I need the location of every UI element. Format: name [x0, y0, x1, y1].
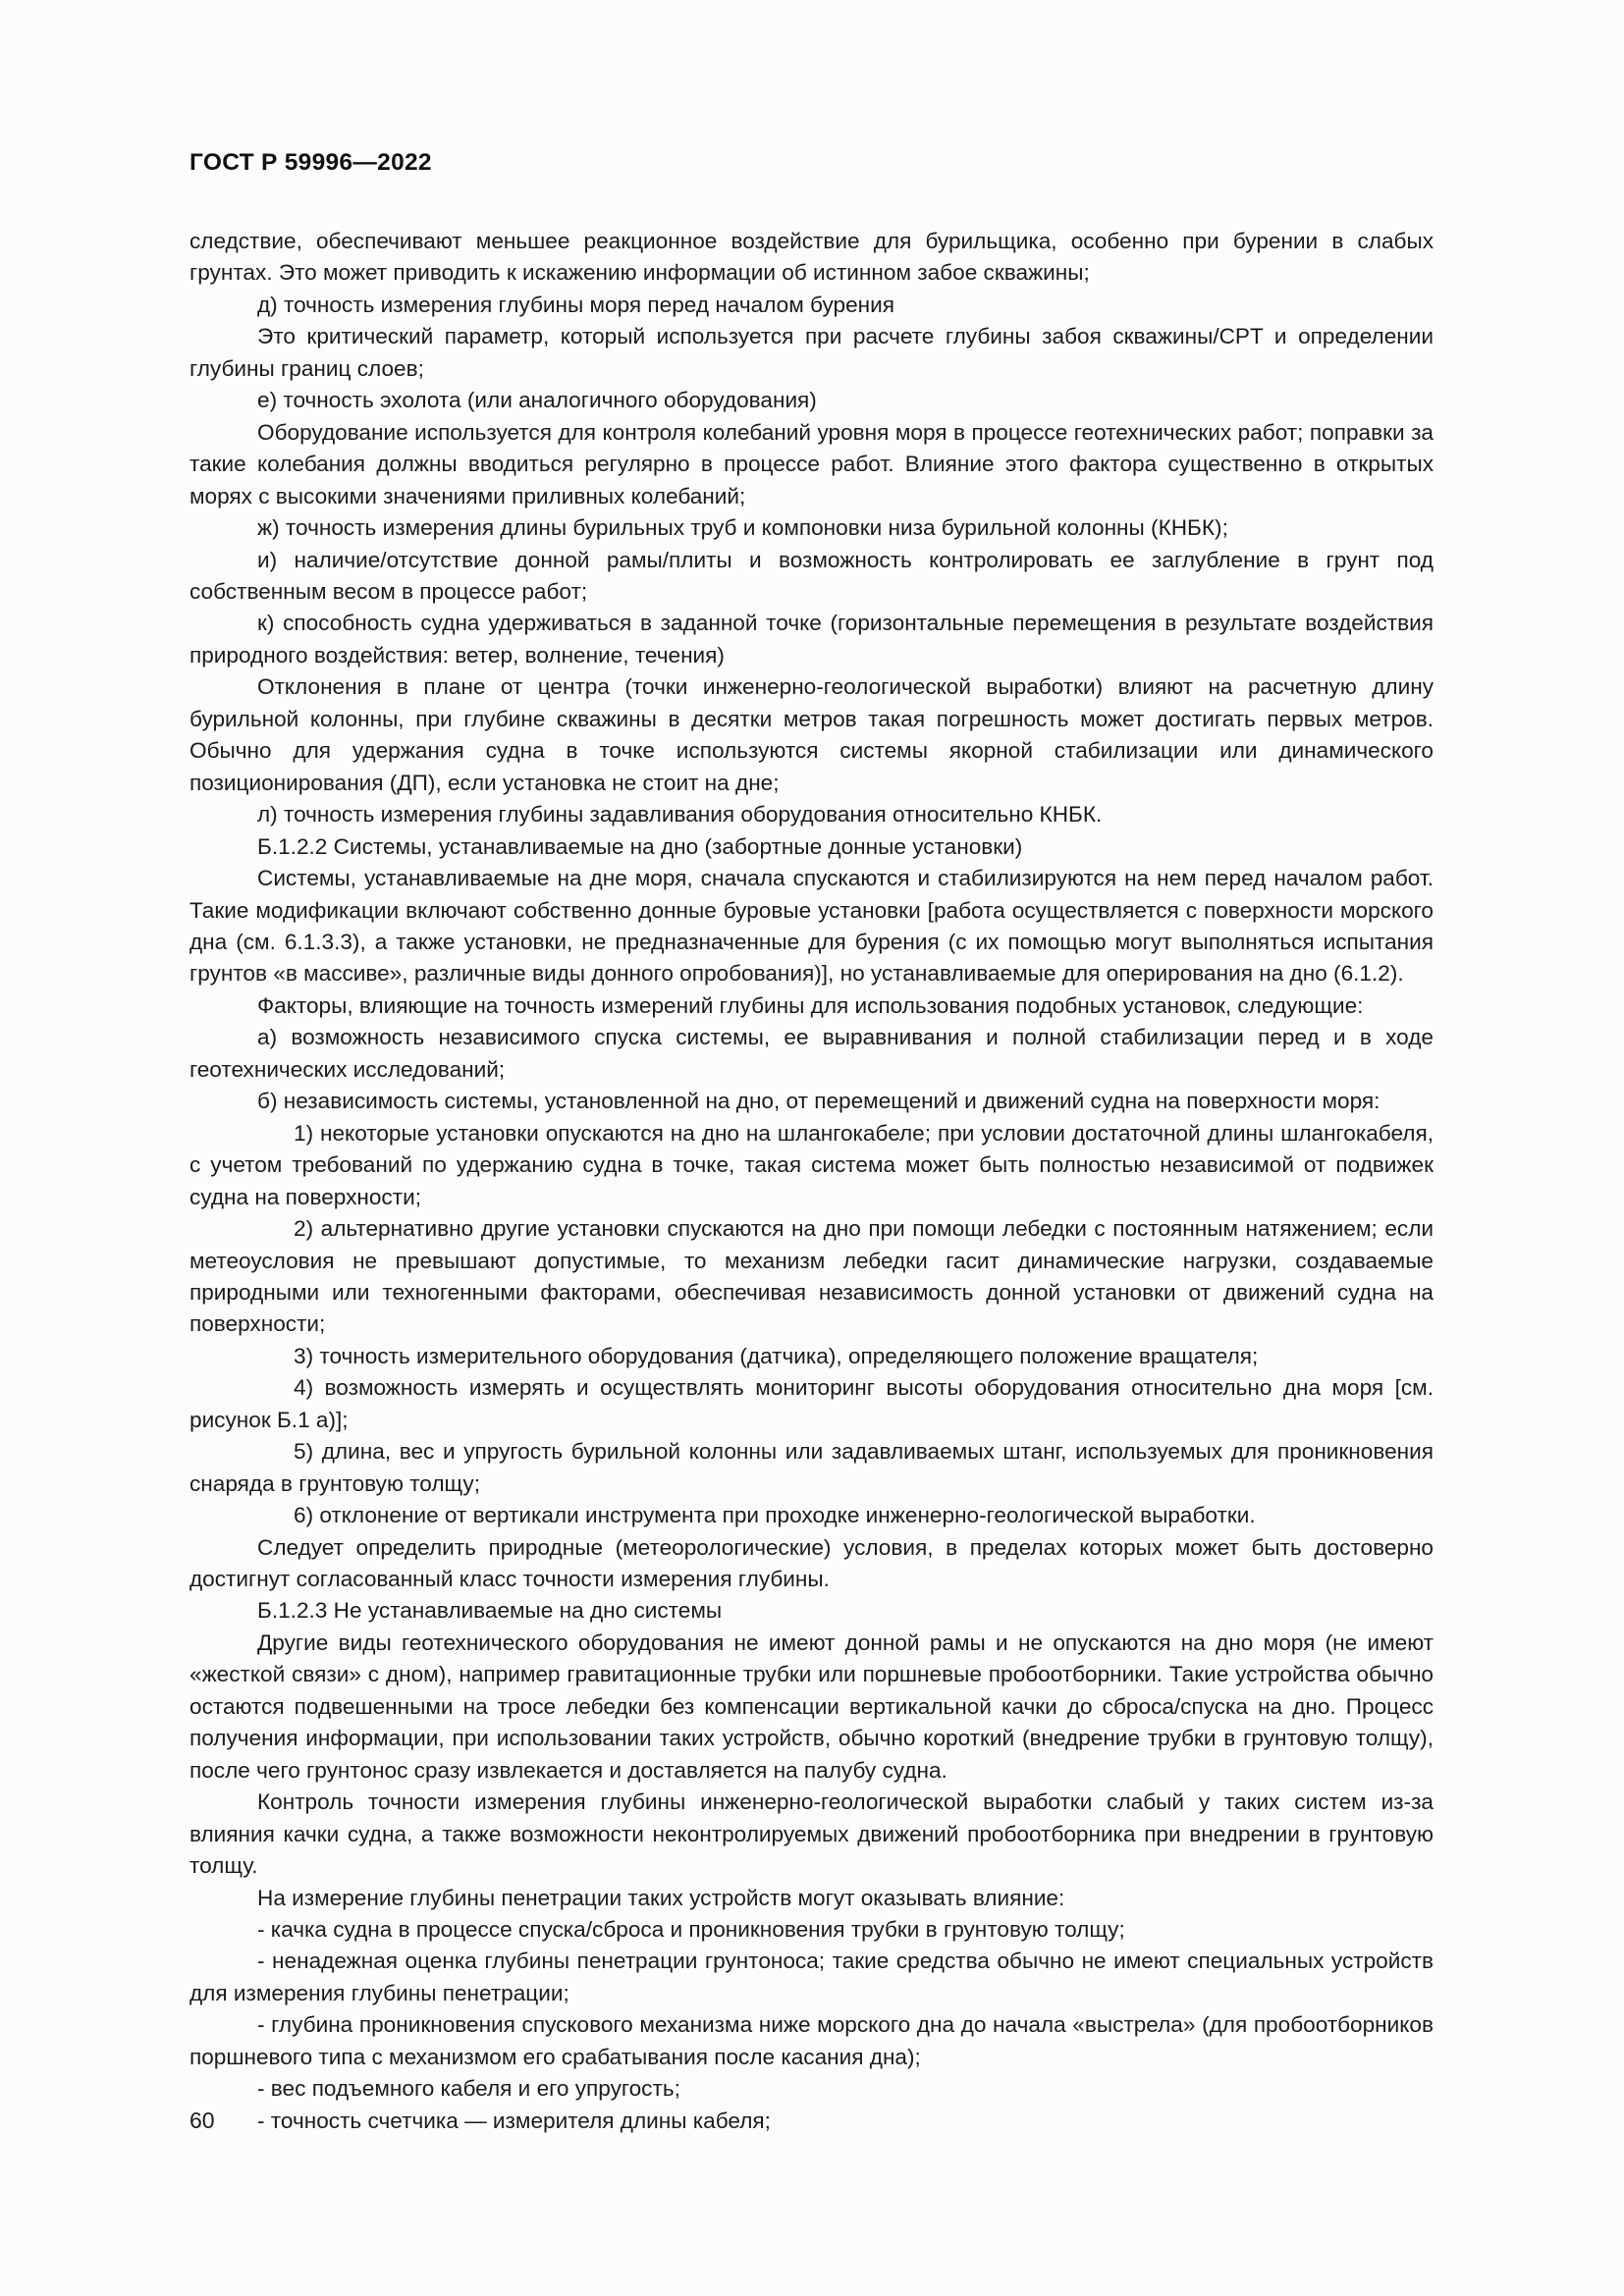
paragraph: Это критический параметр, который используется при расчете глубины забоя скважины/CPT и определении глубины границ слоев; — [189, 324, 1434, 381]
dash-list-item: - глубина проникновения спускового механизма ниже морского дна до начала «выстрела» (для пробоотборников поршневого типа с механизмом его срабатывания после касания дна); — [189, 2012, 1434, 2069]
list-item: ж) точность измерения длины бурильных труб и компоновки низа бурильной колонны (КНБК); — [257, 515, 1228, 541]
dash-list-item: - ненадежная оценка глубины пенетрации грунтоноса; такие средства обычно не имеют специальных устройств для измерения глубины пенетрации; — [189, 1949, 1434, 2005]
sub-list-item: 2) альтернативно другие установки спускаются на дно при помощи лебедки с постоянным натяжением; если метеоусловия не превышают допустимые, то механизм лебедки гасит динамические нагрузки, создаваемые природными или техногенными факторами, обеспечивая независимость донной установки от движений судна на поверхности; — [189, 1216, 1434, 1337]
sub-list-item: 3) точность измерительного оборудования (датчика), определяющего положение вращателя; — [294, 1343, 1259, 1368]
paragraph: Системы, устанавливаемые на дне моря, сначала спускаются и стабилизируются на нем перед началом работ. Такие модификации включают собственно донные буровые установки [работа осуществляется с поверхности морского дна (см. 6.1.3.3), а также установки, не предназначенные для бурения (с их помощью могут выполняться испытания грунтов «в массиве», различные виды донного опробования)], но устанавливаемые для оперирования на дно (6.1.2). — [189, 866, 1434, 987]
dash-list-item: - точность счетчика — измерителя длины кабеля; — [257, 2108, 771, 2133]
list-item: л) точность измерения глубины задавливания оборудования относительно КНБК. — [257, 802, 1103, 828]
section-heading: Б.1.2.3 Не устанавливаемые на дно системы — [257, 1598, 723, 1624]
list-item: д) точность измерения глубины моря перед началом бурения — [257, 292, 894, 317]
sub-list-item: 1) некоторые установки опускаются на дно на шлангокабеле; при условии достаточной длины шлангокабеля, с учетом требований по удержанию судна в точке, такая система может быть полностью независимой от подвижек судна на поверхности; — [189, 1120, 1434, 1209]
paragraph: следствие, обеспечивают меньшее реакционное воздействие для бурильщика, особенно при бурении в слабых грунтах. Это может приводить к искажению информации об истинном забое скважины; — [189, 229, 1434, 286]
page-number: 60 — [189, 2108, 215, 2133]
sub-list-item: 5) длина, вес и упругость бурильной колонны или задавливаемых штанг, используемых для проникновения снаряда в грунтовую толщу; — [189, 1439, 1434, 1496]
dash-list-item: - вес подъемного кабеля и его упругость; — [257, 2076, 680, 2102]
paragraph: Оборудование используется для контроля колебаний уровня моря в процессе геотехнических работ; поправки за такие колебания должны вводиться регулярно в процессе работ. Влияние этого фактора существенно в открытых морях с высокими значениями приливных колебаний; — [189, 419, 1434, 508]
document-body — [189, 226, 1434, 2137]
sub-list-item: 4) возможность измерять и осуществлять мониторинг высоты оборудования относительно дна моря [см. рисунок Б.1 а)]; — [189, 1375, 1434, 1432]
paragraph: На измерение глубины пенетрации таких устройств могут оказывать влияние: — [257, 1885, 1065, 1910]
section-heading: Б.1.2.2 Системы, устанавливаемые на дно (забортные донные установки) — [257, 833, 1023, 859]
list-item: и) наличие/отсутствие донной рамы/плиты и возможность контролировать ее заглубление в грунт под собственным весом в процессе работ; — [189, 547, 1434, 604]
dash-list-item: - качка судна в процессе спуска/сброса и проникновения трубки в грунтовую толщу; — [257, 1917, 1125, 1943]
list-item: б) независимость системы, установленной на дно, от перемещений и движений судна на поверхности моря: — [257, 1089, 1380, 1114]
sub-list-item: 6) отклонение от вертикали инструмента при проходке инженерно-геологической выработки. — [294, 1503, 1256, 1528]
paragraph: Другие виды геотехнического оборудования не имеют донной рамы и не опускаются на дно моря (не имеют «жесткой связи» с дном), например гравитационные трубки или поршневые пробоотборники. Такие устройства обычно остаются подвешенными на тросе лебедки без компенсации вертикальной качки до сброса/спуска на дно. Процесс получения информации, при использовании таких устройств, обычно короткий (внедрение трубки в грунтовую толщу), после чего грунтонос сразу извлекается и доставляется на палубу судна. — [189, 1629, 1434, 1783]
paragraph: Отклонения в плане от центра (точки инженерно-геологической выработки) влияют на расчетную длину бурильной колонны, при глубине скважины в десятки метров такая погрешность может достигать первых метров. Обычно для удержания судна в точке используются системы якорной стабилизации или динамического позиционирования (ДП), если установка не стоит на дне; — [189, 674, 1434, 795]
list-item: е) точность эхолота (или аналогичного оборудования) — [257, 388, 817, 413]
paragraph: Контроль точности измерения глубины инженерно-геологической выработки слабый у таких систем из-за влияния качки судна, а также возможности неконтролируемых движений пробоотборника при внедрении в грунтовую толщу. — [189, 1789, 1434, 1879]
list-item: к) способность судна удерживаться в заданной точке (горизонтальные перемещения в результате воздействия природного воздействия: ветер, волнение, течения) — [189, 611, 1434, 667]
paragraph: Факторы, влияющие на точность измерений глубины для использования подобных установок, следующие: — [257, 992, 1364, 1018]
list-item: а) возможность независимого спуска системы, ее выравнивания и полной стабилизации перед и в ходе геотехнических исследований; — [189, 1025, 1434, 1082]
paragraph: Следует определить природные (метеорологические) условия, в пределах которых может быть достоверно достигнут согласованный класс точности измерения глубины. — [189, 1534, 1434, 1592]
document-header-title: ГОСТ Р 59996—2022 — [189, 149, 432, 176]
